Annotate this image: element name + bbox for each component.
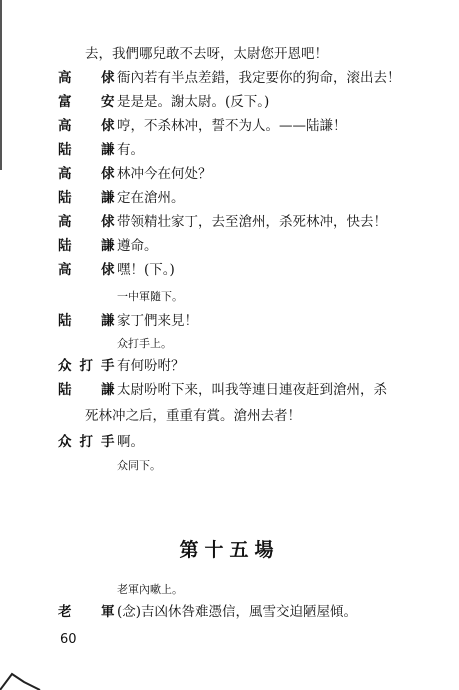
dialogue-text: 是是是。謝太尉。(反下。) [117,94,270,110]
page-edge-rule [0,0,2,170]
speaker-name: 高 俅 [58,70,123,86]
speaker-name: 陆 謙 [58,238,123,254]
stage-direction: 老軍內嗽上。 [117,583,183,596]
dialogue-text: 衙內若有半点差錯，我定要你的狗命，滚出去！ [117,70,401,86]
dialogue-text: 家丁們来見！ [117,313,198,329]
dialogue-text: 去，我們哪兒敢不去呀，太尉您开恩吧！ [85,46,328,62]
dialogue-text: 带领精壮家丁，去至滄州，杀死林冲，快去！ [117,214,387,230]
speaker-name: 老 軍 [58,604,123,620]
speaker-name: 高 俅 [58,214,123,230]
dialogue-text: (念)吉凶休咎难憑信，風雪交迫陋屋傾。 [117,604,358,620]
dialogue-line [85,45,328,63]
speaker-name: 陆 謙 [58,190,123,206]
dialogue-text: 遵命。 [117,238,158,254]
dialogue-text: 啊。 [117,434,144,450]
dialogue-text: 太尉吩咐下来，叫我等連日連夜赶到滄州，杀 [117,382,387,398]
stage-direction: 众打手上。 [117,337,172,350]
speaker-name: 众打手 [58,358,123,374]
speaker-name: 富 安 [58,94,123,110]
dialogue-text: 有。 [117,142,144,158]
speaker-name: 陆 謙 [58,382,123,398]
scene-title: 第十五場 [179,539,280,561]
speaker-name: 众打手 [58,434,123,450]
dialogue-text: 嘿！(下。) [117,262,175,278]
dialogue-text: 有何吩咐？ [117,358,185,374]
corner-fold-mark [0,668,48,690]
dialogue-continuation: 死林冲之后，重重有賞。滄州去者！ [85,408,301,424]
dialogue-text: 林冲今在何处？ [117,166,212,182]
stage-direction: 一中軍隨下。 [117,290,183,303]
page-number: 60 [60,632,77,647]
speaker-name: 高 俅 [58,118,123,134]
dialogue-text: 哼，不杀林冲，誓不为人。——陆謙！ [117,118,347,134]
stage-direction: 众同下。 [117,459,161,472]
speaker-name: 陆 謙 [58,313,123,329]
speaker-name: 高 俅 [58,166,123,182]
speaker-name: 高 俅 [58,262,123,278]
speaker-name: 陆 謙 [58,142,123,158]
dialogue-text: 定在滄州。 [117,190,185,206]
